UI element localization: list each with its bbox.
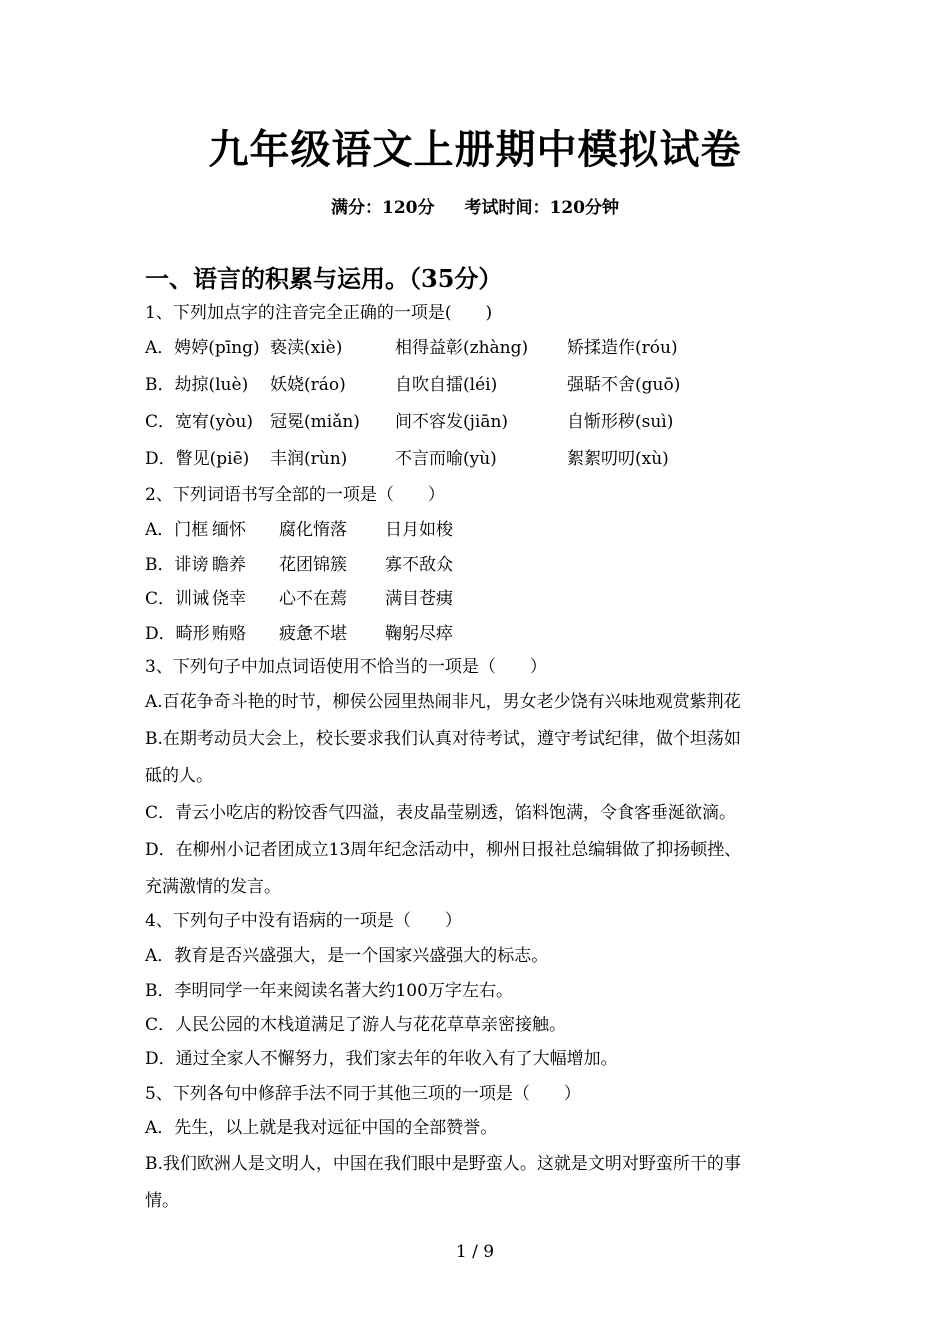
q1-c-item-3: 间不容发(jiān): [395, 412, 509, 432]
q1-a-item-2: 亵渎(xiè): [270, 338, 343, 358]
question-2-stem: 2、下列词语书写全部的一项是（ ）: [145, 485, 445, 505]
question-3-option-d: D．在柳州小记者团成立13周年纪念活动中，柳州日报社总编辑做了抑扬顿挫、: [145, 840, 742, 860]
q2-c-item-4: 满目苍痍: [385, 589, 453, 609]
q1-a-item-4: 矫揉造作(róu): [567, 338, 678, 358]
question-3-option-b-cont: 砥的人。: [145, 766, 213, 786]
q2-d-item-1: D．畸形: [145, 624, 210, 644]
q2-b-item-3: 花团锦簇: [279, 555, 347, 575]
question-1-option-a: [145, 336, 678, 360]
question-3-option-b: B.在期考动员大会上，校长要求我们认真对待考试，遵守考试纪律，做个坦荡如: [145, 729, 741, 749]
q1-a-item-3: 相得益彰(zhàng): [395, 338, 529, 358]
exam-info: [0, 193, 950, 218]
q2-a-item-3: 腐化惰落: [279, 520, 347, 540]
q1-b-item-2: 妖娆(ráo): [270, 375, 346, 395]
q2-d-item-4: 鞠躬尽瘁: [385, 624, 453, 644]
question-3-option-a: A.百花争奇斗艳的时节，柳侯公园里热闹非凡，男女老少饶有兴味地观赏紫荆花: [145, 692, 741, 712]
question-5-option-b: B.我们欧洲人是文明人，中国在我们眼中是野蛮人。这就是文明对野蛮所干的事: [145, 1154, 741, 1174]
question-3-option-d-cont: 充满激情的发言。: [145, 877, 281, 897]
question-1-option-d: [145, 447, 669, 471]
page-title: 九年级语文上册期中模拟试卷: [208, 126, 742, 173]
question-1-stem: 1、下列加点字的注音完全正确的一项是( ): [145, 303, 493, 323]
question-1-option-c: [145, 410, 673, 434]
section-heading: 一、语言的积累与运用。（35分）: [145, 264, 503, 293]
question-4-stem: 4、下列句子中没有语病的一项是（ ）: [145, 911, 462, 931]
question-5-stem: 5、下列各句中修辞手法不同于其他三项的一项是（ ）: [145, 1084, 581, 1104]
q1-d-item-2: 丰润(rùn): [270, 449, 348, 469]
q1-c-item-4: 自惭形秽(suì): [567, 412, 674, 432]
question-4-option-d: D．通过全家人不懈努力，我们家去年的年收入有了大幅增加。: [145, 1049, 618, 1069]
page-number: 1 / 9: [455, 1242, 495, 1262]
q1-c-item-1: C．宽宥(yòu): [145, 412, 254, 432]
q1-b-item-3: 自吹自擂(léi): [395, 375, 498, 395]
q2-b-item-1: B．诽谤: [145, 555, 209, 575]
q1-b-item-4: 强聒不舍(guō): [567, 375, 681, 395]
question-1-option-b: [145, 373, 680, 397]
q2-b-item-4: 寡不敌众: [385, 555, 453, 575]
q1-a-item-1: A．娉婷(pīng): [145, 338, 260, 358]
question-3-option-c: C．青云小吃店的粉饺香气四溢，表皮晶莹剔透，馅料饱满，令食客垂涎欲滴。: [145, 803, 737, 823]
q2-a-item-4: 日月如梭: [385, 520, 453, 540]
question-2-option-b: [145, 553, 453, 577]
q2-d-item-3: 疲惫不堪: [279, 624, 347, 644]
q1-b-item-1: B．劫掠(luè): [145, 375, 249, 395]
q1-d-item-1: D．瞥见(piē): [145, 449, 250, 469]
question-3-stem: 3、下列句子中加点词语使用不恰当的一项是（ ）: [145, 657, 547, 677]
q1-c-item-2: 冠冕(miǎn): [270, 412, 360, 432]
q2-b-item-2: 瞻养: [212, 555, 246, 575]
q2-d-item-2: 贿赂: [212, 624, 246, 644]
question-5-option-b-cont: 情。: [145, 1191, 179, 1211]
question-2-option-a: [145, 518, 453, 542]
q2-a-item-2: 缅怀: [212, 520, 246, 540]
score-info: 满分：120分: [331, 198, 435, 218]
question-2-option-c: [145, 587, 453, 611]
q2-c-item-2: 侥幸: [212, 589, 246, 609]
q2-c-item-3: 心不在蔫: [279, 589, 347, 609]
q1-d-item-3: 不言而喻(yù): [395, 449, 497, 469]
question-5-option-a: A．先生，以上就是我对远征中国的全部赞誉。: [145, 1118, 498, 1138]
q2-a-item-1: A．门框: [145, 520, 209, 540]
question-2-option-d: [145, 622, 453, 646]
question-4-option-c: C．人民公园的木栈道满足了游人与花花草草亲密接触。: [145, 1015, 567, 1035]
q2-c-item-1: C．训诫: [145, 589, 210, 609]
question-4-option-a: A．教育是否兴盛强大，是一个国家兴盛强大的标志。: [145, 946, 549, 966]
question-4-option-b: B．李明同学一年来阅读名著大约100万字左右。: [145, 981, 513, 1001]
time-info: 考试时间：120分钟: [464, 198, 619, 218]
q1-d-item-4: 絮絮叨叨(xù): [567, 449, 669, 469]
